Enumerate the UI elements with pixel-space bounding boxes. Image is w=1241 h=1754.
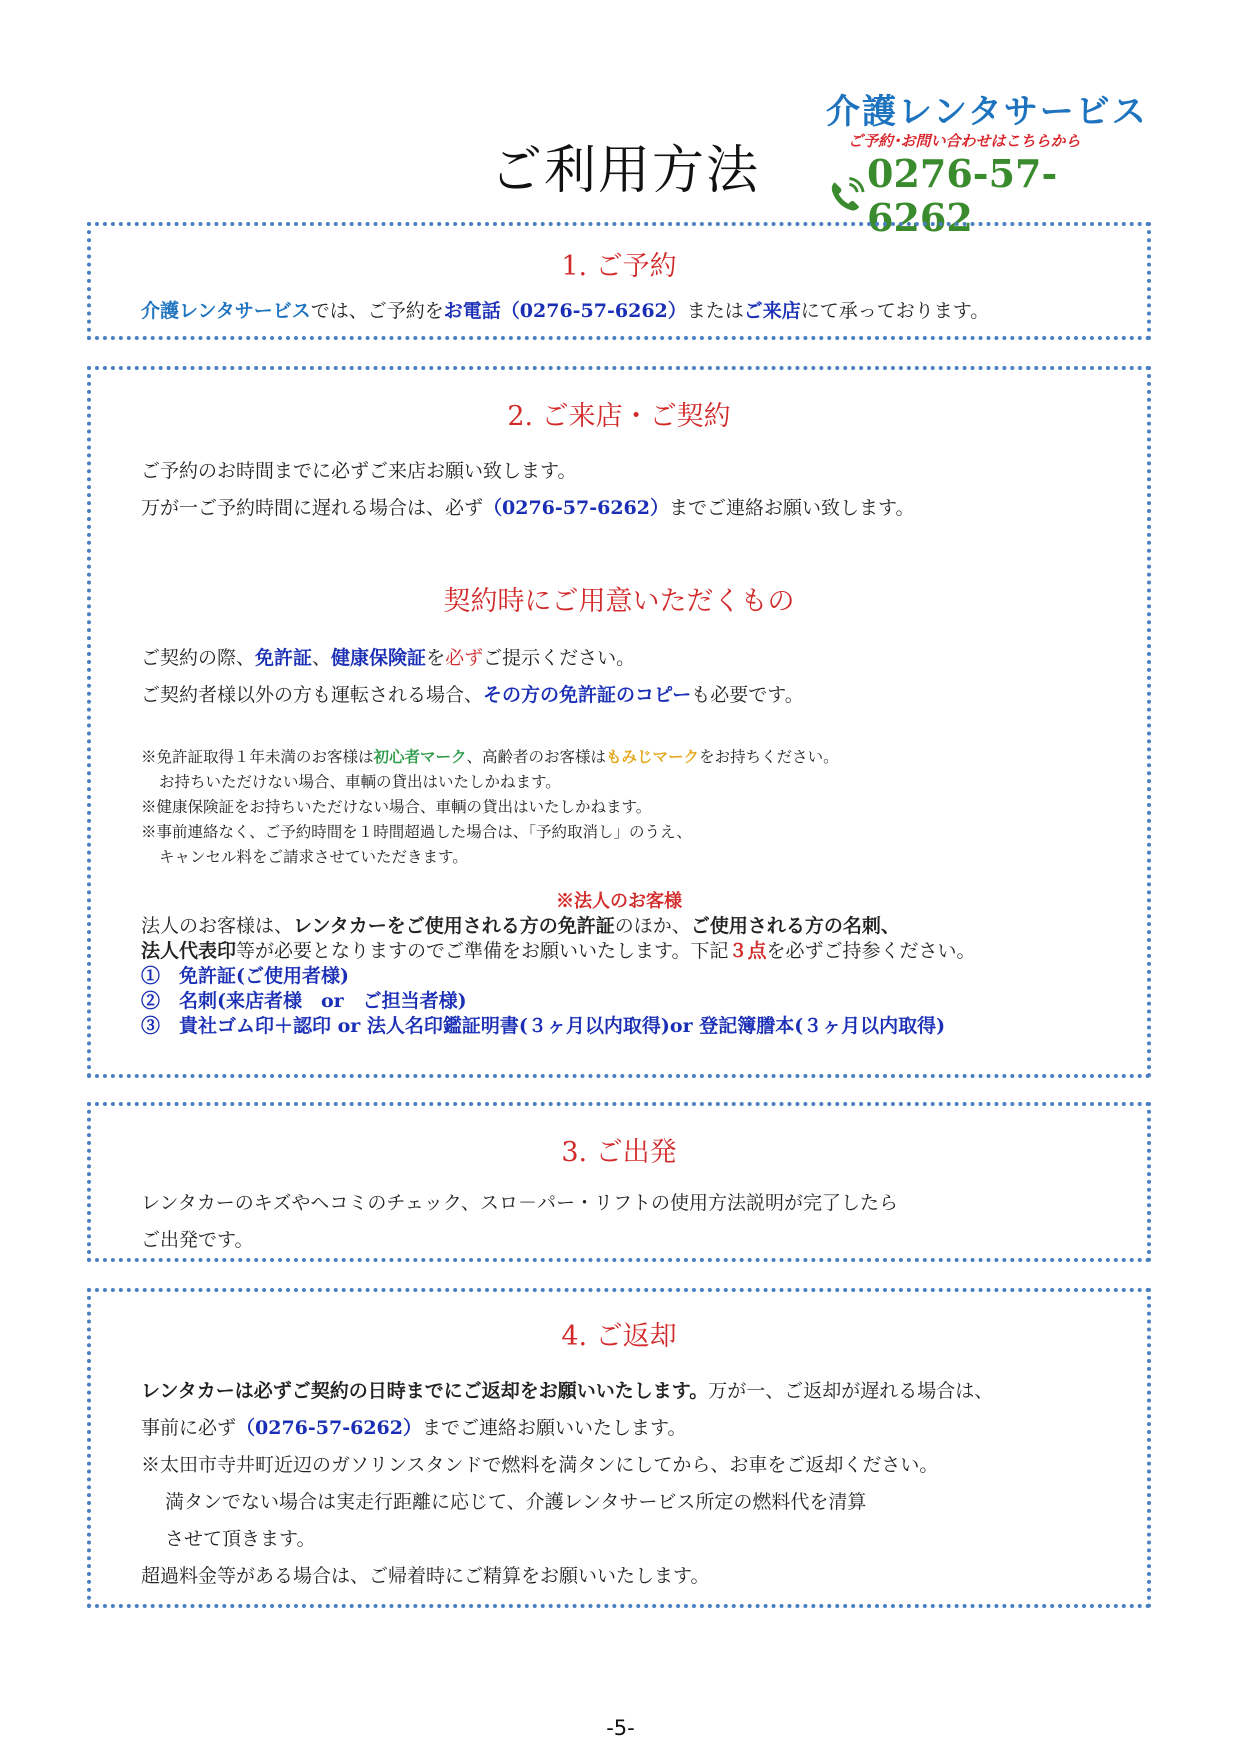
corporate-text-1	[141, 914, 1097, 939]
return-text-4: 満タンでない場合は実走行距離に応じて、介護レンタサービス所定の燃料代を清算	[165, 1491, 867, 1513]
text-span: 、高齢者のお客様は	[466, 748, 607, 766]
section-heading: 1. ご予約	[561, 251, 677, 282]
beginner-mark-emphasis: 初心者マーク	[373, 747, 467, 766]
section-heading: 4. ご返却	[561, 1321, 677, 1352]
three-items-emphasis: ３点	[728, 940, 767, 962]
corporate-item-3: ③ 貴社ゴム印＋認印 or 法人名印鑑証明書(３ヶ月以内取得)or 登記簿謄本(３ヶ月以内取得)	[141, 1015, 946, 1037]
note-3: ※健康保険証をお持ちいただけない場合、車輌の貸出はいたしかねます。	[141, 798, 652, 816]
text-span: までご連絡お願い致します。	[669, 497, 915, 519]
sub-heading-required-items: 契約時にご用意いただくもの	[443, 586, 795, 617]
bold-span: レンタカーは必ずご契約の日時までにご返却をお願いいたします。	[141, 1380, 709, 1402]
section-heading: 2. ご来店・ご契約	[507, 401, 731, 432]
text-span: ご提示ください。	[483, 647, 636, 669]
visit-text-1: ご予約のお時間までに必ずご来店お願い致します。	[141, 460, 577, 482]
note-2: お持ちいただけない場合、車輌の貸出はいたしかねます。	[159, 773, 561, 791]
return-text-6: 超過料金等がある場合は、ご帰着時にご精算をお願いいたします。	[141, 1565, 710, 1587]
section-visit-contract	[87, 366, 1151, 1078]
departure-text-2: ご出発です。	[141, 1229, 254, 1251]
bold-span: 法人代表印	[141, 940, 237, 962]
section-reservation	[87, 222, 1151, 340]
return-text-5: させて頂きます。	[165, 1528, 316, 1550]
corporate-item-1: ① 免許証(ご使用者様)	[141, 965, 349, 987]
required-items-text	[141, 640, 1097, 677]
page-number: -5-	[606, 1716, 635, 1740]
note-5: キャンセル料をご請求させていただきます。	[159, 848, 468, 866]
text-span: 法人のお客様は、	[141, 915, 294, 937]
visit-text-2	[141, 490, 1097, 527]
text-span: 事前に必ず	[141, 1417, 237, 1439]
return-text-2	[141, 1410, 1097, 1447]
note-4: ※事前連絡なく、ご予約時間を１時間超過した場合は、「予約取消し」のうえ、	[141, 823, 692, 841]
corporate-text-2	[141, 939, 1097, 964]
section-departure	[87, 1102, 1151, 1262]
must-emphasis: 必ず	[445, 647, 484, 669]
return-text-1	[141, 1373, 1097, 1410]
bold-span: ご使用される方の名刺、	[690, 915, 900, 937]
text-span: ご契約者様以外の方も運転される場合、	[141, 684, 484, 706]
bold-span: レンタカーをご使用される方の免許証	[293, 915, 615, 937]
reservation-text	[141, 293, 1097, 330]
section-heading: 3. ご出発	[561, 1137, 677, 1168]
text-span: または	[686, 300, 744, 322]
text-span: を必ずご持参ください。	[766, 940, 976, 962]
copy-emphasis: その方の免許証のコピー	[483, 684, 692, 706]
brand-name: 介護レンタサービス	[141, 300, 311, 322]
phone-emphasis: （0276-57-6262）	[236, 1417, 422, 1439]
text-span: も必要です。	[691, 684, 804, 706]
text-span: 万が一ご予約時間に遅れる場合は、必ず	[141, 497, 484, 519]
text-span: ご契約の際、	[141, 647, 256, 669]
phone-emphasis: お電話（0276-57-6262）	[443, 300, 687, 322]
text-span: では、ご予約を	[310, 300, 444, 322]
text-span: を	[426, 647, 446, 669]
other-driver-text	[141, 677, 1097, 714]
text-span: 等が必要となりますのでご準備をお願いいたします。下記	[236, 940, 729, 962]
departure-text-1: レンタカーのキズやヘコミのチェック、スロ－パー・リフトの使用方法説明が完了したら	[141, 1192, 899, 1214]
note-1	[141, 744, 1097, 770]
logo-phone-number: 0276-57-6262	[867, 151, 1058, 240]
logo-company-name: 介護レンタサービス	[826, 92, 1148, 132]
return-text-3: ※太田市寺井町近辺のガソリンスタンドで燃料を満タンにしてから、お車をご返却ください。	[141, 1454, 939, 1476]
company-logo	[826, 92, 1156, 240]
section-return	[87, 1288, 1151, 1608]
text-span: にて承っております。	[800, 300, 990, 322]
text-span: ※免許証取得１年未満のお客様は	[141, 748, 374, 766]
text-span: のほか、	[614, 915, 691, 937]
momiji-mark-emphasis: もみじマーク	[606, 747, 700, 766]
corporate-item-2: ② 名刺(来店者様 or ご担当者様)	[141, 990, 467, 1012]
insurance-emphasis: 健康保険証	[331, 647, 427, 669]
text-span: までご連絡お願いいたします。	[422, 1417, 687, 1439]
phone-icon	[826, 176, 865, 216]
phone-emphasis: （0276-57-6262）	[483, 497, 669, 519]
text-span: 万が一、ご返却が遅れる場合は、	[708, 1380, 994, 1402]
license-emphasis: 免許証	[255, 647, 313, 669]
text-span: をお持ちください。	[699, 748, 839, 766]
visit-emphasis: ご来店	[743, 300, 801, 322]
corporate-heading: ※法人のお客様	[556, 891, 682, 912]
text-span: 、	[312, 647, 332, 669]
page-title: ご利用方法	[490, 141, 761, 201]
logo-tagline: ご予約･お問い合わせはこちらから	[848, 132, 1081, 150]
